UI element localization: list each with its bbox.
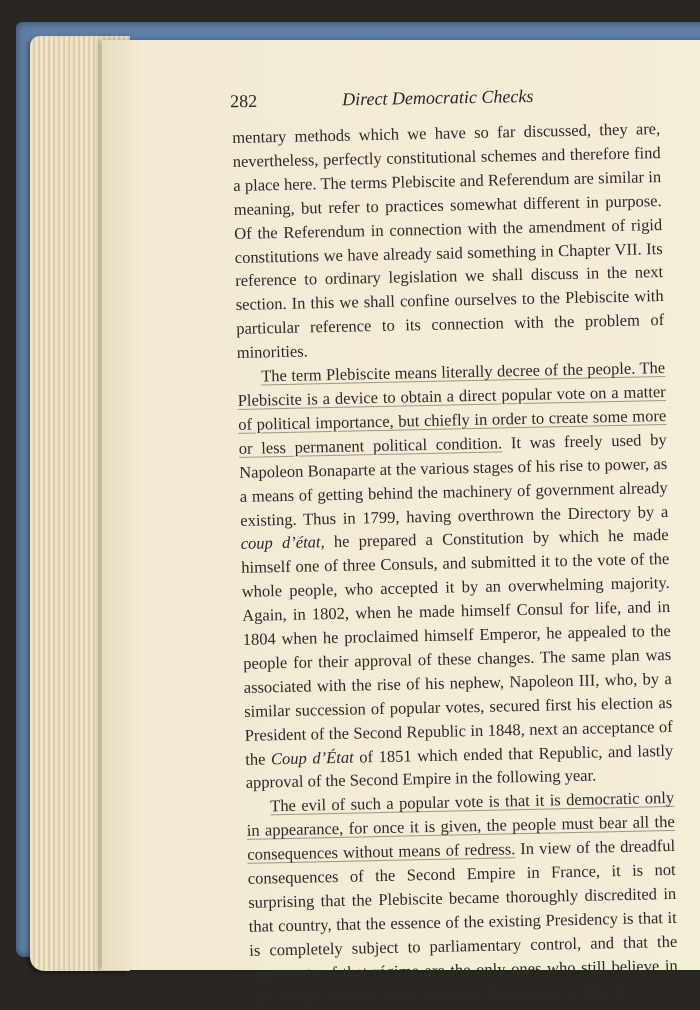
page-number: 282 bbox=[229, 90, 258, 112]
underlined-passage: The evil of such a popular vote is that it is democratic only in appearance, for once it is given, the people must bear all the consequences without means of redress. bbox=[246, 788, 675, 865]
body-text bbox=[232, 117, 678, 1010]
text-segment: It was freely used by Napoleon Bonaparte at the various stages of his rise to power, as a means of getting behind the machinery of government already existing. Thus in 1799, having overthrown the Directory by a bbox=[239, 429, 669, 530]
italic-term: Coup d’État bbox=[270, 747, 354, 768]
running-head: Direct Democratic Checks bbox=[341, 85, 534, 110]
paragraph-2 bbox=[237, 356, 674, 795]
paragraph-1 bbox=[232, 117, 665, 365]
text-segment: In view of the dreadful consequences of the Second Empire in France, it is not surprising that the Plebiscite became thoroughly discredited in that country, that the essence of the existing Presidency is that it is completely subject to parliamentary control, and that the opponents of that régime are the only ones who still believe in this device. In the United States the Presidency is now in bbox=[247, 836, 678, 1008]
text-segment: mentary methods which we have so far discussed, they are, nevertheless, perfectly constitutional schemes and therefore find a place here. The terms Plebiscite and Referendum are similar in meaning, but refer to practices somewhat different in purpose. Of the Referendum in connection with the amendment of rigid constitutions we have already said something in Chapter VII. Its reference to ordinary legislation we shall discuss in the next section. In this we shall confine ourselves to the Plebiscite with particular reference to its connection with the problem of minorities. bbox=[232, 119, 665, 363]
italic-term: coup d’état, bbox=[240, 532, 325, 554]
text-segment: of 1851 which ended that Republic, and lastly approval of the Second Empire in the following year. bbox=[245, 740, 674, 793]
text-segment: he prepared a Constitution by which he made himself one of three Consuls, and submitted it to the vote of the whole people, who accepted it by an overwhelming majority. Again, in 1802, when he made himself Consul for life, and in 1804 when he proclaimed himself Emperor, he appealed to the people for their approval of these changes. The same plan was associated with the rise of his nephew, Napoleon III, who, by a similar succession of popular votes, secured first his election as President of the Second Republic in 1848, next an acceptance of the bbox=[241, 525, 673, 769]
underlined-passage: The term Plebiscite means literally decree of the people. The Plebiscite is a device to obtain a direct popular vote on a matter of political importance, but chiefly in order to create some more or less permanent political condition. bbox=[237, 358, 667, 458]
paragraph-3 bbox=[246, 786, 678, 1010]
